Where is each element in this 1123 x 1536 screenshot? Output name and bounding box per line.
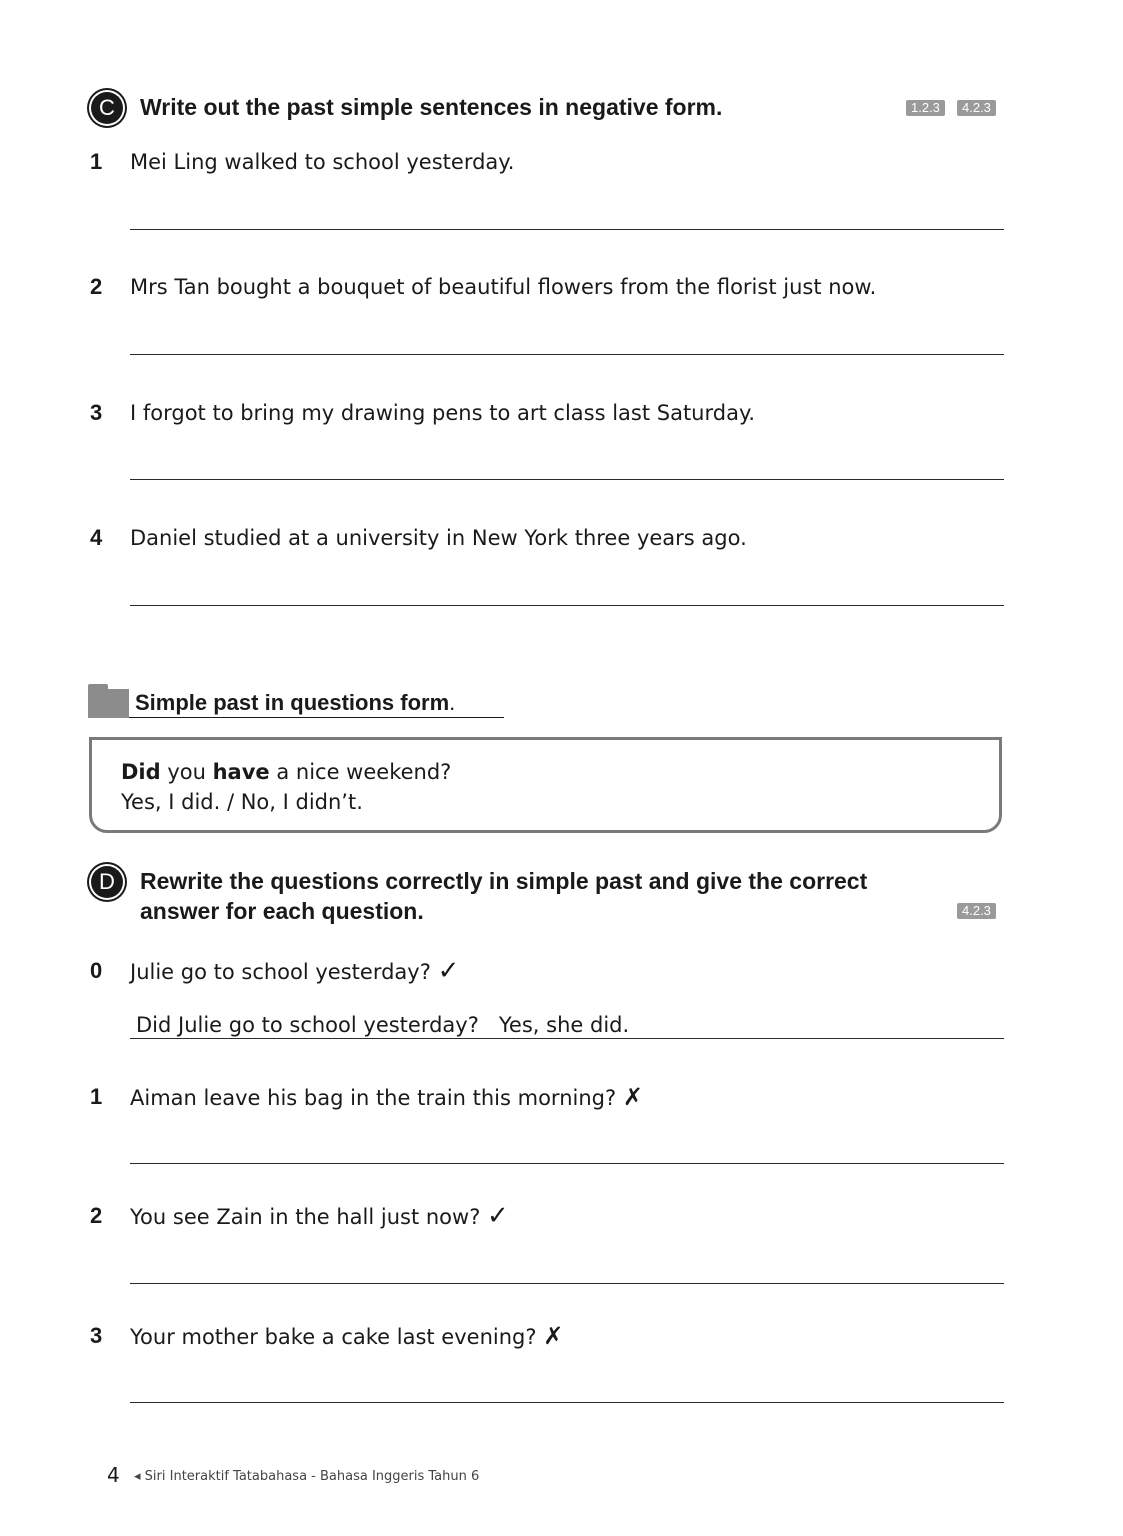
example-number: 0 <box>90 958 103 983</box>
grammar-example-question <box>121 757 451 787</box>
question-text <box>130 1322 563 1351</box>
footer-series <box>134 1469 479 1484</box>
answer-line[interactable] <box>130 1402 1004 1403</box>
question-text: Mei Ling walked to school yesterday. <box>130 150 515 174</box>
question-text: Daniel studied at a university in New York three years ago. <box>130 526 747 550</box>
keyword-have: have <box>212 760 270 784</box>
example-word: you <box>160 760 213 784</box>
answer-line[interactable] <box>130 1038 1004 1039</box>
question-number: 4 <box>90 525 103 550</box>
question-text-body: You see Zain in the hall just now? <box>130 1205 481 1229</box>
answer-line[interactable] <box>130 1283 1004 1284</box>
section-d-badge: D <box>91 866 123 898</box>
question-number: 3 <box>90 400 103 425</box>
skill-tag: 4.2.3 <box>957 100 996 116</box>
footer-series-text: Siri Interaktif Tatabahasa - Bahasa Inggeris Tahun 6 <box>144 1469 480 1484</box>
grammar-heading <box>135 688 455 718</box>
cross-mark-icon: ✗ <box>622 1083 643 1111</box>
question-number: 3 <box>90 1323 103 1348</box>
page-number: 4 <box>107 1463 120 1487</box>
folder-icon <box>88 689 129 718</box>
section-d-title-line1: Rewrite the questions correctly in simple past and give the correct <box>140 868 868 894</box>
example-text <box>130 957 459 986</box>
cross-mark-icon: ✗ <box>543 1322 564 1350</box>
grammar-heading-underline <box>129 717 504 718</box>
question-text <box>130 1083 643 1112</box>
skill-tag: 4.2.3 <box>957 903 996 919</box>
example-question: Julie go to school yesterday? <box>130 960 431 984</box>
check-mark-icon: ✓ <box>437 956 460 986</box>
question-number: 1 <box>90 1084 103 1109</box>
question-text-body: Your mother bake a cake last evening? <box>130 1325 537 1349</box>
answer-line[interactable] <box>130 479 1004 480</box>
section-c-badge: C <box>91 92 123 124</box>
question-text: Mrs Tan bought a bouquet of beautiful flowers from the florist just now. <box>130 275 877 299</box>
answer-line[interactable] <box>130 1163 1004 1164</box>
example-answer: Did Julie go to school yesterday? Yes, she did. <box>136 1013 630 1037</box>
answer-line[interactable] <box>130 605 1004 606</box>
grammar-example-answer: Yes, I did. / No, I didn’t. <box>121 790 363 814</box>
arrow-left-icon: ◂ <box>134 1469 141 1484</box>
answer-line[interactable] <box>130 354 1004 355</box>
example-word: a nice weekend? <box>269 760 452 784</box>
question-text-body: Aiman leave his bag in the train this morning? <box>130 1086 617 1110</box>
section-d-title-line2: answer for each question. <box>140 898 424 924</box>
keyword-did: Did <box>121 760 161 784</box>
answer-line[interactable] <box>130 229 1004 230</box>
question-number: 2 <box>90 274 103 299</box>
question-number: 2 <box>90 1203 103 1228</box>
grammar-heading-text: Simple past in questions form <box>135 690 450 715</box>
grammar-heading-period: . <box>449 690 456 715</box>
skill-tag: 1.2.3 <box>906 100 945 116</box>
question-number: 1 <box>90 149 103 174</box>
section-c-title: Write out the past simple sentences in negative form. <box>140 94 723 120</box>
question-text <box>130 1202 509 1231</box>
check-mark-icon: ✓ <box>487 1201 509 1231</box>
question-text: I forgot to bring my drawing pens to art class last Saturday. <box>130 401 756 425</box>
